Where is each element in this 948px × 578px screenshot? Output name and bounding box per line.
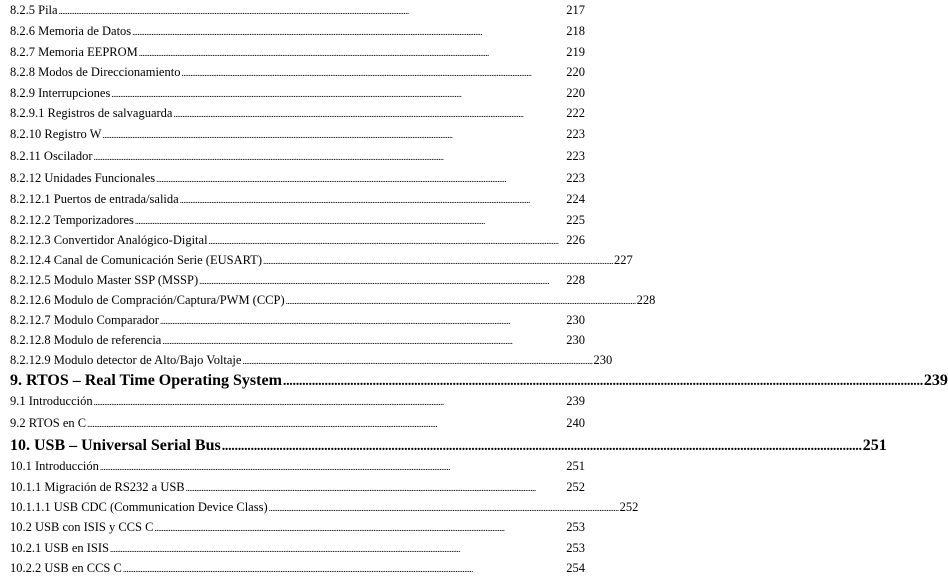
toc-page-number: 223 <box>566 149 585 163</box>
toc-dot-leader: ........................................................................................................................................................................................................ <box>159 316 510 326</box>
toc-entry-row[interactable] <box>10 233 585 248</box>
toc-entry-row[interactable] <box>10 24 585 39</box>
toc-dot-leader: ........................................................................................................................................................................................................ <box>221 439 862 454</box>
toc-entry-row[interactable] <box>10 480 585 495</box>
toc-page-number: 252 <box>566 480 585 494</box>
toc-entry-row[interactable] <box>10 520 585 535</box>
toc-page-number: 220 <box>566 86 585 100</box>
toc-dot-leader: ........................................................................................................................................................................................................ <box>102 130 453 140</box>
toc-page-number: 225 <box>566 213 585 227</box>
toc-entry-label: 9.2 RTOS en C <box>10 416 87 430</box>
toc-page-number: 228 <box>636 293 656 307</box>
toc-dot-leader: ........................................................................................................................................................................................................ <box>58 6 409 16</box>
toc-entry-label: 8.2.12.3 Convertidor Analógico-Digital <box>10 233 208 247</box>
toc-entry-row[interactable] <box>10 500 639 515</box>
toc-entry-row[interactable] <box>10 541 585 556</box>
toc-page-number: 226 <box>566 233 585 247</box>
toc-entry-label: 10.1 Introducción <box>10 459 99 473</box>
toc-dot-leader: ........................................................................................................................................................................................................ <box>268 503 619 513</box>
toc-dot-leader: ........................................................................................................................................................................................................ <box>285 296 636 306</box>
toc-entry-label: 8.2.9.1 Registros de salvaguarda <box>10 106 173 120</box>
toc-page-number: 253 <box>566 541 585 555</box>
toc-entry-label: 10.1.1 Migración de RS232 a USB <box>10 480 185 494</box>
toc-entry-label: 10.1.1.1 USB CDC (Communication Device Class) <box>10 500 268 514</box>
toc-page-number: 224 <box>566 192 585 206</box>
toc-dot-leader: ........................................................................................................................................................................................................ <box>156 174 507 184</box>
toc-dot-leader: ........................................................................................................................................................................................................ <box>111 89 462 99</box>
toc-entry-row[interactable] <box>10 293 656 308</box>
toc-dot-leader: ........................................................................................................................................................................................................ <box>154 523 505 533</box>
toc-entry-row[interactable] <box>10 65 585 80</box>
toc-page-number: 223 <box>566 127 585 141</box>
toc-entry-label: 8.2.5 Pila <box>10 3 58 17</box>
toc-chapter-row[interactable] <box>10 437 887 455</box>
toc-page-number: 230 <box>566 313 585 327</box>
toc-entry-label: 8.2.12.6 Modulo de Compración/Captura/PWM (CCP) <box>10 293 285 307</box>
toc-dot-leader: ........................................................................................................................................................................................................ <box>93 152 444 162</box>
toc-entry-row[interactable] <box>10 192 585 207</box>
toc-entry-label: 10.2 USB con ISIS y CCS C <box>10 520 154 534</box>
toc-entry-row[interactable] <box>10 353 613 368</box>
toc-page-number: 254 <box>566 561 585 575</box>
toc-entry-row[interactable] <box>10 313 585 328</box>
toc-entry-row[interactable] <box>10 273 585 288</box>
toc-dot-leader: ........................................................................................................................................................................................................ <box>93 397 444 407</box>
toc-page-number: 219 <box>566 45 585 59</box>
toc-entry-label: 8.2.7 Memoria EEPROM <box>10 45 138 59</box>
toc-page-number: 228 <box>566 273 585 287</box>
toc-dot-leader: ........................................................................................................................................................................................................ <box>262 256 613 266</box>
toc-entry-row[interactable] <box>10 213 585 228</box>
toc-entry-label: 8.2.12.9 Modulo detector de Alto/Bajo Voltaje <box>10 353 242 367</box>
toc-dot-leader: ........................................................................................................................................................................................................ <box>162 336 513 346</box>
toc-page-number: 227 <box>613 253 633 267</box>
toc-page-number: 220 <box>566 65 585 79</box>
toc-entry-label: 10. USB – Universal Serial Bus <box>10 437 221 454</box>
toc-page-number: 251 <box>566 459 585 473</box>
toc-entry-row[interactable] <box>10 86 585 101</box>
toc-entry-row[interactable] <box>10 3 585 18</box>
toc-dot-leader: ........................................................................................................................................................................................................ <box>87 419 438 429</box>
toc-entry-label: 8.2.6 Memoria de Datos <box>10 24 132 38</box>
toc-page-number: 230 <box>566 333 585 347</box>
toc-entry-row[interactable] <box>10 561 585 576</box>
toc-entry-label: 9. RTOS – Real Time Operating System <box>10 372 282 389</box>
toc-dot-leader: ........................................................................................................................................................................................................ <box>181 68 532 78</box>
toc-entry-label: 8.2.11 Oscilador <box>10 149 93 163</box>
toc-entry-label: 10.2.2 USB en CCS C <box>10 561 122 575</box>
toc-dot-leader: ........................................................................................................................................................................................................ <box>109 544 460 554</box>
toc-entry-label: 8.2.12.4 Canal de Comunicación Serie (EUSART) <box>10 253 262 267</box>
toc-entry-row[interactable] <box>10 127 585 142</box>
toc-entry-label: 9.1 Introducción <box>10 394 93 408</box>
toc-dot-leader: ........................................................................................................................................................................................................ <box>185 483 536 493</box>
toc-entry-row[interactable] <box>10 149 585 164</box>
toc-entry-label: 10.2.1 USB en ISIS <box>10 541 109 555</box>
toc-entry-label: 8.2.12.1 Puertos de entrada/salida <box>10 192 179 206</box>
toc-page-number: 239 <box>923 372 948 389</box>
toc-dot-leader: ........................................................................................................................................................................................................ <box>132 27 483 37</box>
toc-entry-label: 8.2.12 Unidades Funcionales <box>10 171 156 185</box>
toc-dot-leader: ........................................................................................................................................................................................................ <box>173 109 524 119</box>
toc-entry-label: 8.2.8 Modos de Direccionamiento <box>10 65 181 79</box>
toc-entry-label: 8.2.12.5 Modulo Master SSP (MSSP) <box>10 273 199 287</box>
toc-dot-leader: ........................................................................................................................................................................................................ <box>134 216 485 226</box>
toc-entry-label: 8.2.12.2 Temporizadores <box>10 213 134 227</box>
toc-entry-row[interactable] <box>10 45 585 60</box>
toc-entry-row[interactable] <box>10 394 585 409</box>
toc-page-number: 252 <box>619 500 639 514</box>
toc-entry-label: 8.2.12.8 Modulo de referencia <box>10 333 162 347</box>
toc-page-number: 222 <box>566 106 585 120</box>
toc-dot-leader: ........................................................................................................................................................................................................ <box>282 374 923 389</box>
toc-page-number: 218 <box>566 24 585 38</box>
toc-page-number: 217 <box>566 3 585 17</box>
toc-entry-row[interactable] <box>10 459 585 474</box>
toc-dot-leader: ........................................................................................................................................................................................................ <box>242 356 593 366</box>
toc-page-number: 240 <box>566 416 585 430</box>
toc-page-number: 223 <box>566 171 585 185</box>
toc-dot-leader: ........................................................................................................................................................................................................ <box>179 195 530 205</box>
toc-entry-row[interactable] <box>10 106 585 121</box>
toc-dot-leader: ........................................................................................................................................................................................................ <box>199 276 550 286</box>
toc-dot-leader: ........................................................................................................................................................................................................ <box>208 236 559 246</box>
toc-page-number: 253 <box>566 520 585 534</box>
toc-dot-leader: ........................................................................................................................................................................................................ <box>99 462 450 472</box>
toc-entry-label: 8.2.10 Registro W <box>10 127 102 141</box>
toc-entry-row[interactable] <box>10 253 633 268</box>
toc-entry-label: 8.2.12.7 Modulo Comparador <box>10 313 159 327</box>
toc-entry-row[interactable] <box>10 333 585 348</box>
toc-page-number: 239 <box>566 394 585 408</box>
toc-entry-label: 8.2.9 Interrupciones <box>10 86 111 100</box>
toc-entry-row[interactable] <box>10 171 585 186</box>
toc-entry-row[interactable] <box>10 416 585 431</box>
toc-chapter-row[interactable] <box>10 372 948 390</box>
toc-dot-leader: ........................................................................................................................................................................................................ <box>122 564 473 574</box>
toc-dot-leader: ........................................................................................................................................................................................................ <box>138 48 489 58</box>
toc-page-number: 230 <box>593 353 613 367</box>
toc-page-number: 251 <box>862 437 887 454</box>
